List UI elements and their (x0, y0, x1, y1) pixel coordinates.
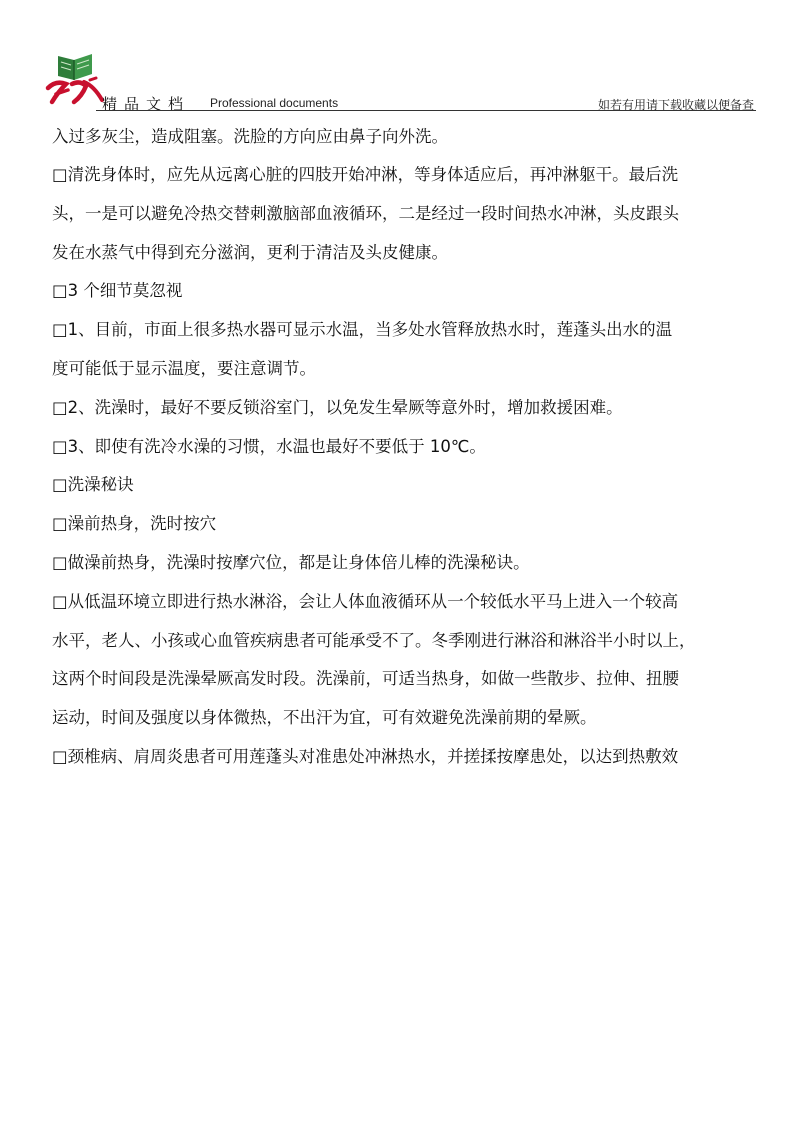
text-line: 入过多灰尘，造成阻塞。洗脸的方向应由鼻子向外洗。 (52, 127, 448, 146)
text-line: 头，一是可以避免冷热交替刺激脑部血液循环，二是经过一段时间热水冲淋，头皮跟头 (52, 203, 679, 223)
text-line: □做澡前热身，洗澡时按摩穴位，都是让身体倍儿棒的洗澡秘诀。 (52, 552, 530, 572)
text-line: 这两个时间段是洗澡晕厥高发时段。洗澡前，可适当热身，如做一些散步、拉伸、扭腰 (52, 669, 679, 689)
document-body (52, 118, 772, 777)
header-tagline: 如若有用请下载收藏以便备查 (597, 98, 754, 112)
text-line: □从低温环境立即进行热水淋浴，会让人体血液循环从一个较低水平马上进入一个较高 (52, 591, 679, 611)
section-heading: □洗澡秘诀 (52, 475, 134, 495)
text-line: 水平，老人、小孩或心血管疾病患者可能承受不了。冬季刚进行淋浴和淋浴半小时以上， (52, 630, 696, 650)
brand-title: 精品文档 (102, 95, 191, 113)
text-line: □2、洗澡时，最好不要反锁浴室门，以免发生晕厥等意外时，增加救援困难。 (52, 397, 623, 417)
text-line: 运动，时间及强度以身体微热，不出汗为宜，可有效避免洗澡前期的晕厥。 (52, 708, 597, 728)
page-header (0, 0, 794, 112)
section-heading: □澡前热身，洗时按穴 (52, 514, 217, 534)
text-line: □清洗身体时，应先从远离心脏的四肢开始冲淋，等身体适应后，再冲淋躯干。最后洗 (52, 165, 679, 184)
text-line: □1、目前，市面上很多热水器可显示水温，当多处水管释放热水时，莲蓬头出水的温 (52, 320, 673, 340)
section-heading: □3 个细节莫忽视 (52, 281, 183, 301)
header-divider (96, 110, 756, 111)
text-line: □颈椎病、肩周炎患者可用莲蓬头对准患处冲淋热水，并搓揉按摩患处，以达到热敷效 (52, 746, 679, 766)
text-line: □3、即使有洗冷水澡的习惯，水温也最好不要低于 10℃。 (52, 436, 486, 456)
brand-subtitle: Professional documents (210, 96, 339, 110)
text-line: 发在水蒸气中得到充分滋润，更利于清洁及头皮健康。 (52, 242, 448, 262)
text-line: 度可能低于显示温度，要注意调节。 (52, 358, 316, 378)
knowledge-logo-icon (44, 50, 106, 106)
